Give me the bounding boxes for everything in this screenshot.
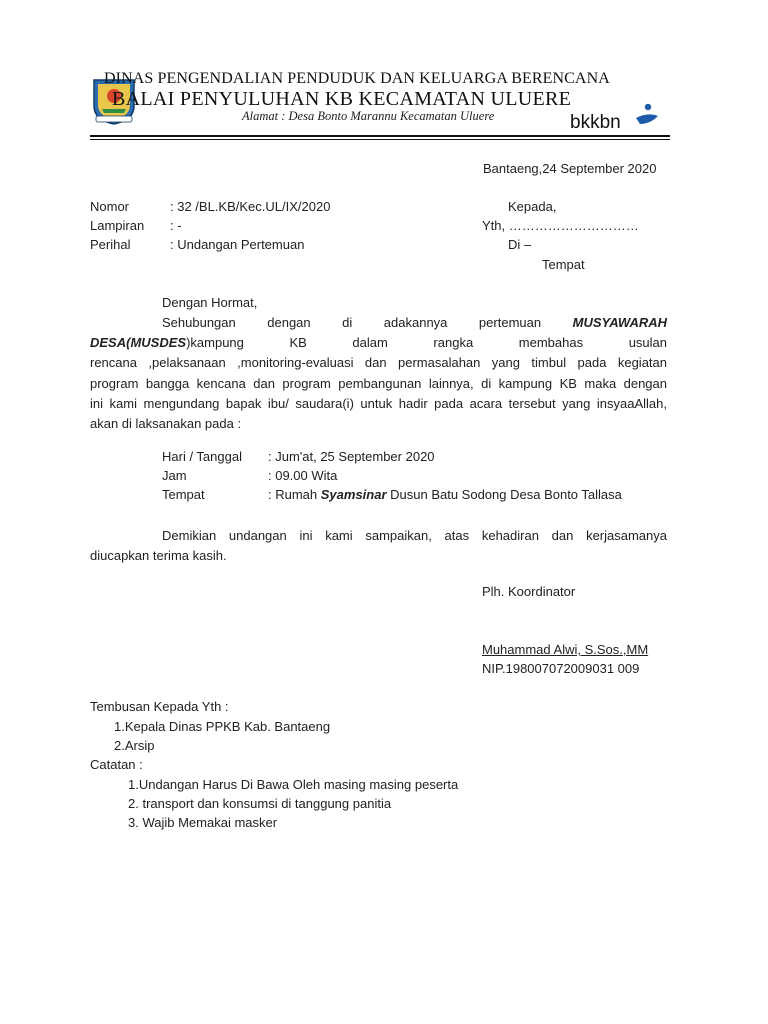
body-line-5: ini kami mengundang bapak ibu/ saudara(i) untuk hadir pada acara tersebut yang insyaaAllah, [90, 395, 667, 411]
signature-name: Muhammad Alwi, S.Sos.,MM [482, 642, 649, 657]
catatan-item: 1.Undangan Harus Di Bawa Oleh masing masing peserta [128, 777, 459, 792]
jam-value: : 09.00 Wita [268, 468, 338, 483]
bkkbn-logo: bkkbn [566, 106, 666, 136]
tembusan-item: 2.Arsip [114, 738, 155, 753]
closing-paragraph [90, 526, 667, 566]
jam-label: Jam [162, 468, 187, 483]
catatan-item: 3. Wajib Memakai masker [128, 815, 278, 830]
catatan-item: 2. transport dan konsumsi di tanggung panitia [128, 796, 392, 811]
recipient-di: Di – [508, 237, 532, 252]
tembusan-title: Tembusan Kepada Yth : [90, 699, 229, 714]
tembusan-item: 1.Kepala Dinas PPKB Kab. Bantaeng [114, 719, 331, 734]
body-line-2: DESA(MUSDES)kampung KB dalam rangka membahas usulan [90, 335, 667, 351]
lampiran-value: : - [170, 218, 182, 233]
letterhead-rule-thin [90, 139, 670, 140]
closing-line-1: Demikian undangan ini kami sampaikan, atas kehadiran dan kerjasamanya [162, 528, 667, 543]
body-line-4: program bangga kencana dan program pembangunan lainnya, di kampung KB maka dengan [90, 375, 667, 391]
hari-value: : Jum'at, 25 September 2020 [268, 449, 435, 464]
body-line-3: rencana ,pelaksanaan ,monitoring-evaluasi dan permasalahan yang timbul pada kegiatan [90, 355, 667, 371]
signature-nip: NIP.198007072009031 009 [482, 661, 640, 676]
tempat-label: Tempat [162, 487, 205, 502]
body-paragraph [90, 313, 667, 434]
body-line-6: akan di laksanakan pada : [90, 416, 242, 432]
signature-role: Plh. Koordinator [482, 584, 576, 599]
office-address: Alamat : Desa Bonto Marannu Kecamatan Uluere [242, 109, 495, 123]
body-line-1: Sehubungan dengan di adakannya pertemuan MUSYAWARAH [162, 315, 667, 330]
tempat-value: : Rumah Syamsinar Dusun Batu Sodong Desa Bonto Tallasa [268, 487, 622, 502]
agency-name-heading: DINAS PENGENDALIAN PENDUDUK DAN KELUARGA BERENCANA [104, 70, 610, 87]
letterhead-rule [90, 135, 670, 137]
perihal-value: : Undangan Pertemuan [170, 237, 305, 252]
recipient-tempat: Tempat [542, 257, 585, 272]
nomor-value: : 32 /BL.KB/Kec.UL/IX/2020 [170, 199, 331, 214]
nomor-label: Nomor [90, 199, 130, 214]
office-name-heading: BALAI PENYULUHAN KB KECAMATAN ULUERE [112, 88, 572, 110]
catatan-title: Catatan : [90, 757, 143, 772]
letter-date: Bantaeng,24 September 2020 [483, 161, 657, 176]
perihal-label: Perihal [90, 237, 131, 252]
closing-line-2: diucapkan terima kasih. [90, 548, 227, 564]
lampiran-label: Lampiran [90, 218, 145, 233]
hari-label: Hari / Tanggal [162, 449, 242, 464]
recipient-kepada: Kepada, [508, 199, 557, 214]
recipient-yth: Yth, ………………………… [482, 218, 639, 233]
greeting: Dengan Hormat, [162, 295, 258, 310]
